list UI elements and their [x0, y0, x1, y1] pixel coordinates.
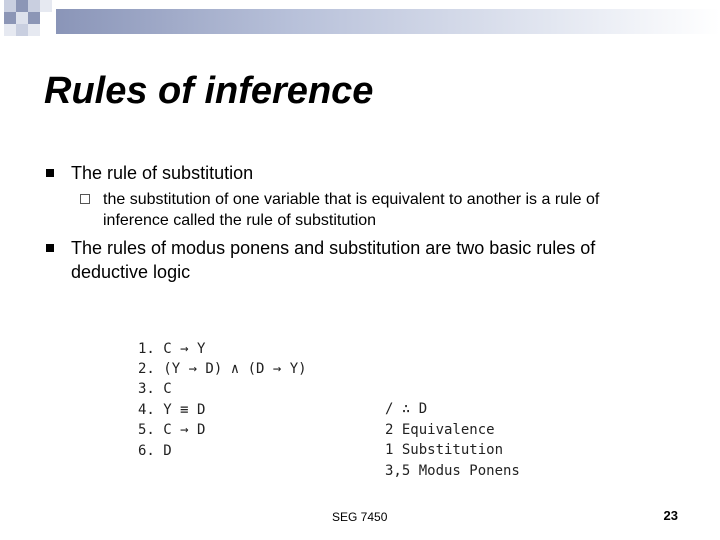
proof-figure	[138, 319, 568, 479]
proof-justification: 2 Equivalence	[385, 422, 495, 438]
proof-step: 4. Y ≡ D	[138, 402, 206, 418]
proof-step: 2. (Y → D) ∧ (D → Y)	[138, 361, 307, 377]
sub-bullet-text-line-2: inference called the rule of substitution	[103, 212, 377, 229]
decor-square	[4, 12, 16, 24]
decor-square	[4, 24, 16, 36]
decor-square	[28, 12, 40, 24]
proof-step: 3. C	[138, 381, 172, 397]
decor-square	[28, 24, 40, 36]
proof-line	[138, 339, 307, 377]
proof-justification: / ∴ D	[385, 401, 428, 417]
gradient-bar	[56, 9, 720, 34]
decor-square	[28, 0, 40, 12]
slide-title: Rules of inference	[44, 70, 374, 112]
decor-square	[40, 0, 52, 12]
proof-line	[138, 319, 206, 357]
sub-bullet-icon	[80, 194, 90, 204]
proof-step: 6. D	[138, 443, 172, 459]
proof-step: 5. C → D	[138, 422, 206, 438]
decor-square	[4, 0, 16, 12]
bullet-icon	[46, 244, 54, 252]
page-number: 23	[663, 508, 678, 523]
sub-bullet-text-line-1: the substitution of one variable that is equivalent to another is a rule of	[103, 191, 600, 208]
proof-justification: 1 Substitution	[385, 442, 504, 458]
decor-square	[16, 12, 28, 24]
proof-justification: 3,5 Modus Ponens	[385, 463, 520, 479]
footer-text: SEG 7450	[332, 510, 388, 524]
bullet-text: The rule of substitution	[71, 163, 254, 183]
decor-square	[16, 24, 28, 36]
proof-step: 1. C → Y	[138, 341, 206, 357]
bullet-icon	[46, 169, 54, 177]
bullet-text-line-2: deductive logic	[71, 262, 191, 282]
decor-square	[16, 0, 28, 12]
header-decoration	[0, 0, 720, 46]
bullet-text-line-1: The rules of modus ponens and substitution are two basic rules of	[71, 238, 596, 258]
